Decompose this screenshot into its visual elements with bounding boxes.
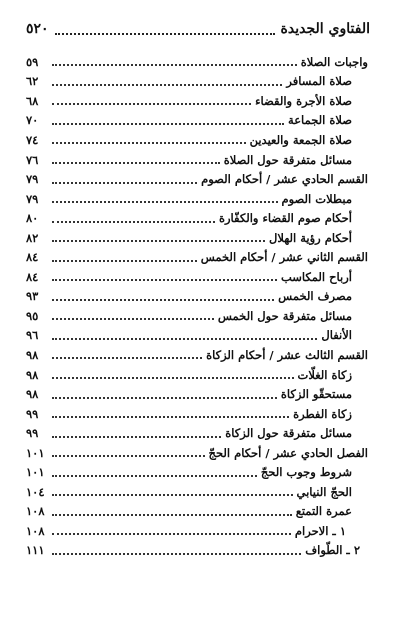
toc-page-number: ٧٩	[26, 172, 39, 187]
toc-entry-title: زكاة الفطرة	[293, 406, 352, 421]
toc-entry-title: ٢ ـ الطّواف	[305, 543, 360, 558]
toc-entry-title: مسائل متفرقة حول الصلاة	[223, 152, 352, 167]
leader-dots	[52, 331, 317, 340]
leader-dots	[52, 546, 301, 555]
toc-page-number: ٩٥	[26, 308, 39, 323]
toc-entry	[26, 306, 368, 326]
toc-entry-title: شروط وجوب الحجّ	[260, 465, 352, 480]
toc-page-number: ١٠١	[26, 445, 45, 460]
toc-entry-title: الفصل الحادي عشر / أحكام الحجّ	[208, 445, 368, 460]
toc-entry-title: عمرة التمتع	[295, 504, 352, 519]
leader-dots	[52, 370, 294, 379]
toc-entry	[26, 365, 368, 385]
toc-entry	[26, 169, 368, 189]
toc-entry	[26, 423, 368, 443]
leader-dots	[52, 350, 202, 359]
leader-dots	[52, 116, 284, 125]
leader-dots	[52, 96, 251, 105]
leader-dots	[52, 390, 277, 399]
toc-page-number: ٩٨	[26, 367, 39, 382]
toc-entry	[26, 287, 368, 307]
toc-page-number: ٨٢	[26, 230, 39, 245]
leader-dots	[52, 233, 265, 242]
toc-entry-title: مسائل متفرقة حول الزكاة	[225, 426, 352, 441]
toc-entry-title: مبطلات الصوم	[281, 191, 352, 206]
toc-entry	[26, 345, 368, 365]
toc-page-number: ٧٦	[26, 152, 39, 167]
toc-page-number: ٧٩	[26, 191, 39, 206]
toc-entry	[26, 72, 368, 92]
leader-dots	[52, 272, 277, 281]
toc-page-number: ٥٩	[26, 54, 39, 69]
toc-entry	[26, 52, 368, 72]
leader-dots	[52, 292, 274, 301]
toc-entry-title: أحكام صوم القضاء والكفّارة	[218, 211, 352, 226]
toc-page-number: ٩٩	[26, 406, 39, 421]
toc-page-number: ١٠٨	[26, 504, 45, 519]
toc-entry-title: مستحقّو الزكاة	[280, 387, 352, 402]
leader-dots	[52, 526, 291, 535]
toc-entry-title: ١ ـ الاحرام	[294, 523, 346, 538]
leader-dots	[52, 175, 197, 184]
leader-dots	[52, 253, 197, 262]
toc-entry	[26, 384, 368, 404]
toc-page-number: ٧٠	[26, 113, 39, 128]
toc-page-number: ٩٩	[26, 426, 39, 441]
leader-dots	[52, 507, 292, 516]
toc-entry-title: الأنفال	[321, 328, 352, 343]
toc-entry-title: زكاة الغلّات	[297, 367, 352, 382]
leader-dots	[52, 429, 221, 438]
toc-page-number: ٩٨	[26, 387, 39, 402]
toc-entry-title: صلاة الأجرة والقضاء	[255, 93, 352, 108]
leader-dots	[52, 155, 220, 164]
toc-page-number: ١١١	[26, 543, 45, 558]
toc-page-number: ٨٤	[26, 269, 39, 284]
toc-page-number: ٨٤	[26, 250, 39, 265]
toc-entry-title: الحجّ النيابي	[296, 484, 352, 499]
toc-entry	[26, 111, 368, 131]
leader-dots	[52, 194, 278, 203]
toc-entry-title: أرباح المكاسب	[280, 269, 352, 284]
running-title: الفتاوي الجديدة	[280, 21, 370, 37]
toc-entry-title: مسائل متفرقة حول الخمس	[217, 308, 352, 323]
toc-entry	[26, 443, 368, 463]
toc-entry-title: القسم الثالث عشر / أحكام الزكاة	[206, 347, 368, 362]
page-header	[26, 18, 370, 40]
leader-dots	[52, 214, 215, 223]
toc-entry-title: القسم الثاني عشر / أحكام الخمس	[200, 250, 368, 265]
toc-entry	[26, 462, 368, 482]
toc-entry-title: صلاة الجمعة والعيدين	[249, 132, 352, 147]
page-number: ٥٢٠	[26, 21, 49, 37]
toc-entry	[26, 326, 368, 346]
toc-entry	[26, 130, 368, 150]
toc-entry	[26, 502, 368, 522]
toc-entry	[26, 208, 368, 228]
leader-dots	[52, 57, 297, 66]
toc-page-number: ١٠٨	[26, 523, 45, 538]
toc-page-number: ٩٨	[26, 347, 39, 362]
toc-page-number: ٩٣	[26, 289, 39, 304]
toc-page-number: ٨٠	[26, 211, 39, 226]
toc-page-number: ١٠٤	[26, 484, 45, 499]
toc-entry	[26, 267, 368, 287]
toc-page-number: ١٠١	[26, 465, 45, 480]
toc-entry-title: القسم الحادي عشر / أحكام الصوم	[201, 172, 368, 187]
leader-dots	[52, 487, 293, 496]
leader-dots	[52, 135, 246, 144]
leader-dots	[52, 311, 214, 320]
toc-page-number: ٦٢	[26, 74, 39, 89]
header-leader-dots	[55, 23, 275, 35]
toc-entry	[26, 541, 368, 561]
toc-entry	[26, 521, 368, 541]
toc-entry	[26, 189, 368, 209]
toc-entry-title: صلاة الجماعة	[288, 113, 352, 128]
toc-entry	[26, 482, 368, 502]
toc-entry	[26, 247, 368, 267]
toc-entry-title: أحكام رؤية الهلال	[269, 230, 352, 245]
toc-entry	[26, 228, 368, 248]
table-of-contents	[26, 52, 368, 560]
leader-dots	[52, 468, 257, 477]
leader-dots	[52, 409, 289, 418]
toc-entry	[26, 91, 368, 111]
toc-entry-title: مصرف الخمس	[278, 289, 352, 304]
toc-page-number: ٦٨	[26, 93, 39, 108]
leader-dots	[52, 77, 282, 86]
toc-entry	[26, 150, 368, 170]
toc-page-number: ٧٤	[26, 132, 39, 147]
toc-entry-title: واجبات الصلاة	[300, 54, 368, 69]
toc-page-number: ٩٦	[26, 328, 39, 343]
toc-entry-title: صلاة المسافر	[286, 74, 352, 89]
toc-entry	[26, 404, 368, 424]
leader-dots	[52, 448, 205, 457]
